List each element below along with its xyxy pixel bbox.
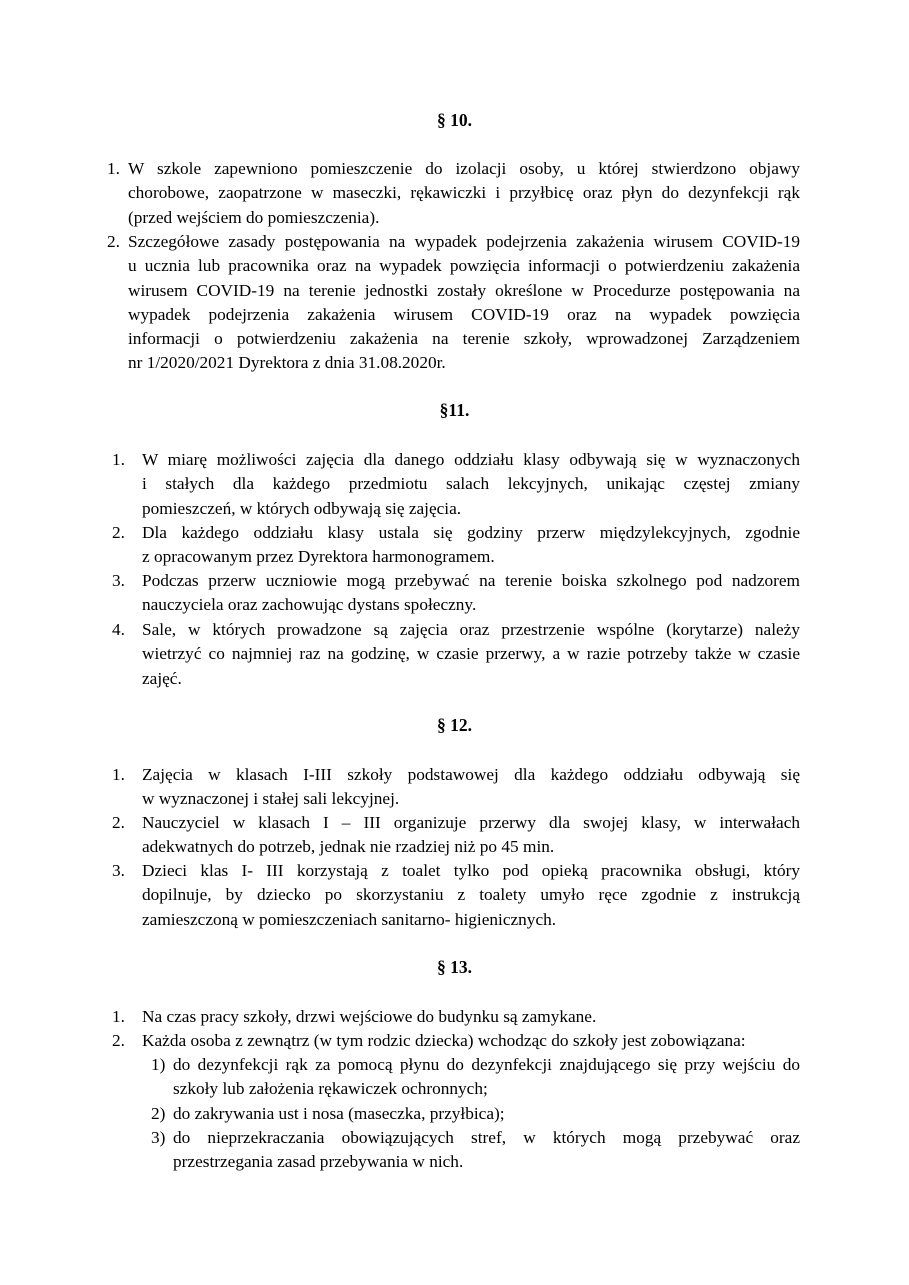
text-line: przestrzegania zasad przebywania w nich. <box>173 1152 464 1172</box>
text-line: i stałych dla każdego przedmiotu salach lekcyjnych, unikając częstej zmiany <box>142 474 800 494</box>
text-line: nauczyciela oraz zachowując dystans społeczny. <box>142 595 477 615</box>
list-item <box>112 811 800 860</box>
text-line: Dla każdego oddziału klasy ustala się godziny przerw międzylekcyjnych, zgodnie <box>142 523 800 542</box>
text-line: w wyznaczonej i stałej sali lekcyjnej. <box>142 789 400 809</box>
text-line: adekwatnych do potrzeb, jednak nie rzadziej niż po 45 min. <box>142 837 555 857</box>
list-item-number: 4. <box>112 620 125 639</box>
list-item-number: 1. <box>112 450 125 469</box>
text-line: chorobowe, zaopatrzone w maseczki, rękawiczki i przyłbicę oraz płyn do dezynfekcji rąk <box>128 183 800 203</box>
text-line: Zajęcia w klasach I-III szkoły podstawowej dla każdego oddziału odbywają się <box>142 765 800 784</box>
text-line: Na czas pracy szkoły, drzwi wejściowe do budynku są zamykane. <box>142 1007 597 1026</box>
list-item <box>112 859 800 932</box>
list-item <box>107 230 800 376</box>
text-line: (przed wejściem do pomieszczenia). <box>128 207 380 227</box>
list-item-number: 3. <box>112 861 125 880</box>
text-line: Nauczyciel w klasach I – III organizuje przerwy dla swojej klasy, w interwałach <box>142 813 800 832</box>
text-line: wypadek podejrzenia zakażenia wirusem COVID-19 oraz na wypadek powzięcia <box>128 304 800 324</box>
list-item-number: 1. <box>107 159 120 178</box>
text-line: wietrzyć co najmniej raz na godzinę, w czasie przerwy, a w razie potrzeby także w czasie <box>142 644 800 664</box>
sub-list-item <box>151 1126 800 1175</box>
text-line: informacji o potwierdzeniu zakażenia na terenie szkoły, wprowadzonej Zarządzeniem <box>128 329 800 349</box>
text-line: Sale, w których prowadzone są zajęcia oraz przestrzenie wspólne (korytarze) należy <box>142 620 800 639</box>
list-item-number: 2. <box>112 1031 125 1050</box>
text-line: do dezynfekcji rąk za pomocą płynu do dezynfekcji znajdującego się przy wejściu do <box>173 1055 800 1074</box>
text-line: wirusem COVID-19 na terenie jednostki zostały określone w Procedurze postępowania na <box>128 280 800 300</box>
text-line: do nieprzekraczania obowiązujących stref, w których mogą przebywać oraz <box>173 1128 800 1147</box>
list-item <box>112 1005 800 1029</box>
list-item-number: 3. <box>112 571 125 590</box>
list-item <box>112 763 800 812</box>
section-heading-13: § 13. <box>437 957 472 977</box>
section-heading-12: § 12. <box>437 715 472 735</box>
list-item-number: 1. <box>112 765 125 784</box>
list-item-number: 2. <box>112 523 125 542</box>
text-line: zamieszczoną w pomieszczeniach sanitarno- higienicznych. <box>142 909 557 929</box>
text-line: W szkole zapewniono pomieszczenie do izolacji osoby, u której stwierdzono objawy <box>128 159 800 178</box>
text-line: pomieszczeń, w których odbywają się zajęcia. <box>142 498 462 518</box>
sub-list-item <box>151 1102 800 1126</box>
section-heading-11: §11. <box>439 400 470 420</box>
sub-list-item-number: 2) <box>151 1104 166 1123</box>
list-item <box>107 157 800 230</box>
list-item-number: 2. <box>112 813 125 832</box>
list-item <box>112 521 800 570</box>
list-item <box>112 618 800 691</box>
text-line: u ucznia lub pracownika oraz na wypadek powzięcia informacji o potwierdzeniu zakażenia <box>128 256 800 276</box>
text-line: Dzieci klas I- III korzystają z toalet tylko pod opieką pracownika obsługi, który <box>142 861 800 880</box>
text-line: Podczas przerw uczniowie mogą przebywać na terenie boiska szkolnego pod nadzorem <box>142 571 800 590</box>
text-line: z opracowanym przez Dyrektora harmonogramem. <box>142 547 495 567</box>
text-line: do zakrywania ust i nosa (maseczka, przyłbica); <box>173 1104 505 1123</box>
section-heading-10: § 10. <box>437 110 472 130</box>
text-line: Każda osoba z zewnątrz (w tym rodzic dziecka) wchodząc do szkoły jest zobowiązana: <box>142 1031 746 1050</box>
sub-list-item-number: 3) <box>151 1128 166 1147</box>
list-item-number: 2. <box>107 232 120 251</box>
text-line: Szczegółowe zasady postępowania na wypadek podejrzenia zakażenia wirusem COVID-19 <box>128 232 800 251</box>
list-item <box>112 1029 800 1053</box>
sub-list-item-number: 1) <box>151 1055 166 1074</box>
sub-list-item <box>151 1053 800 1102</box>
text-line: W miarę możliwości zajęcia dla danego oddziału klasy odbywają się w wyznaczonych <box>142 450 800 469</box>
text-line: nr 1/2020/2021 Dyrektora z dnia 31.08.2020r. <box>128 353 446 373</box>
text-line: szkoły lub założenia rękawiczek ochronnych; <box>173 1079 488 1099</box>
text-line: zajęć. <box>142 668 182 688</box>
list-item <box>112 448 800 521</box>
list-item-number: 1. <box>112 1007 125 1026</box>
list-item <box>112 569 800 618</box>
text-line: dopilnuje, by dziecko po skorzystaniu z toalety umyło ręce zgodnie z instrukcją <box>142 885 800 905</box>
